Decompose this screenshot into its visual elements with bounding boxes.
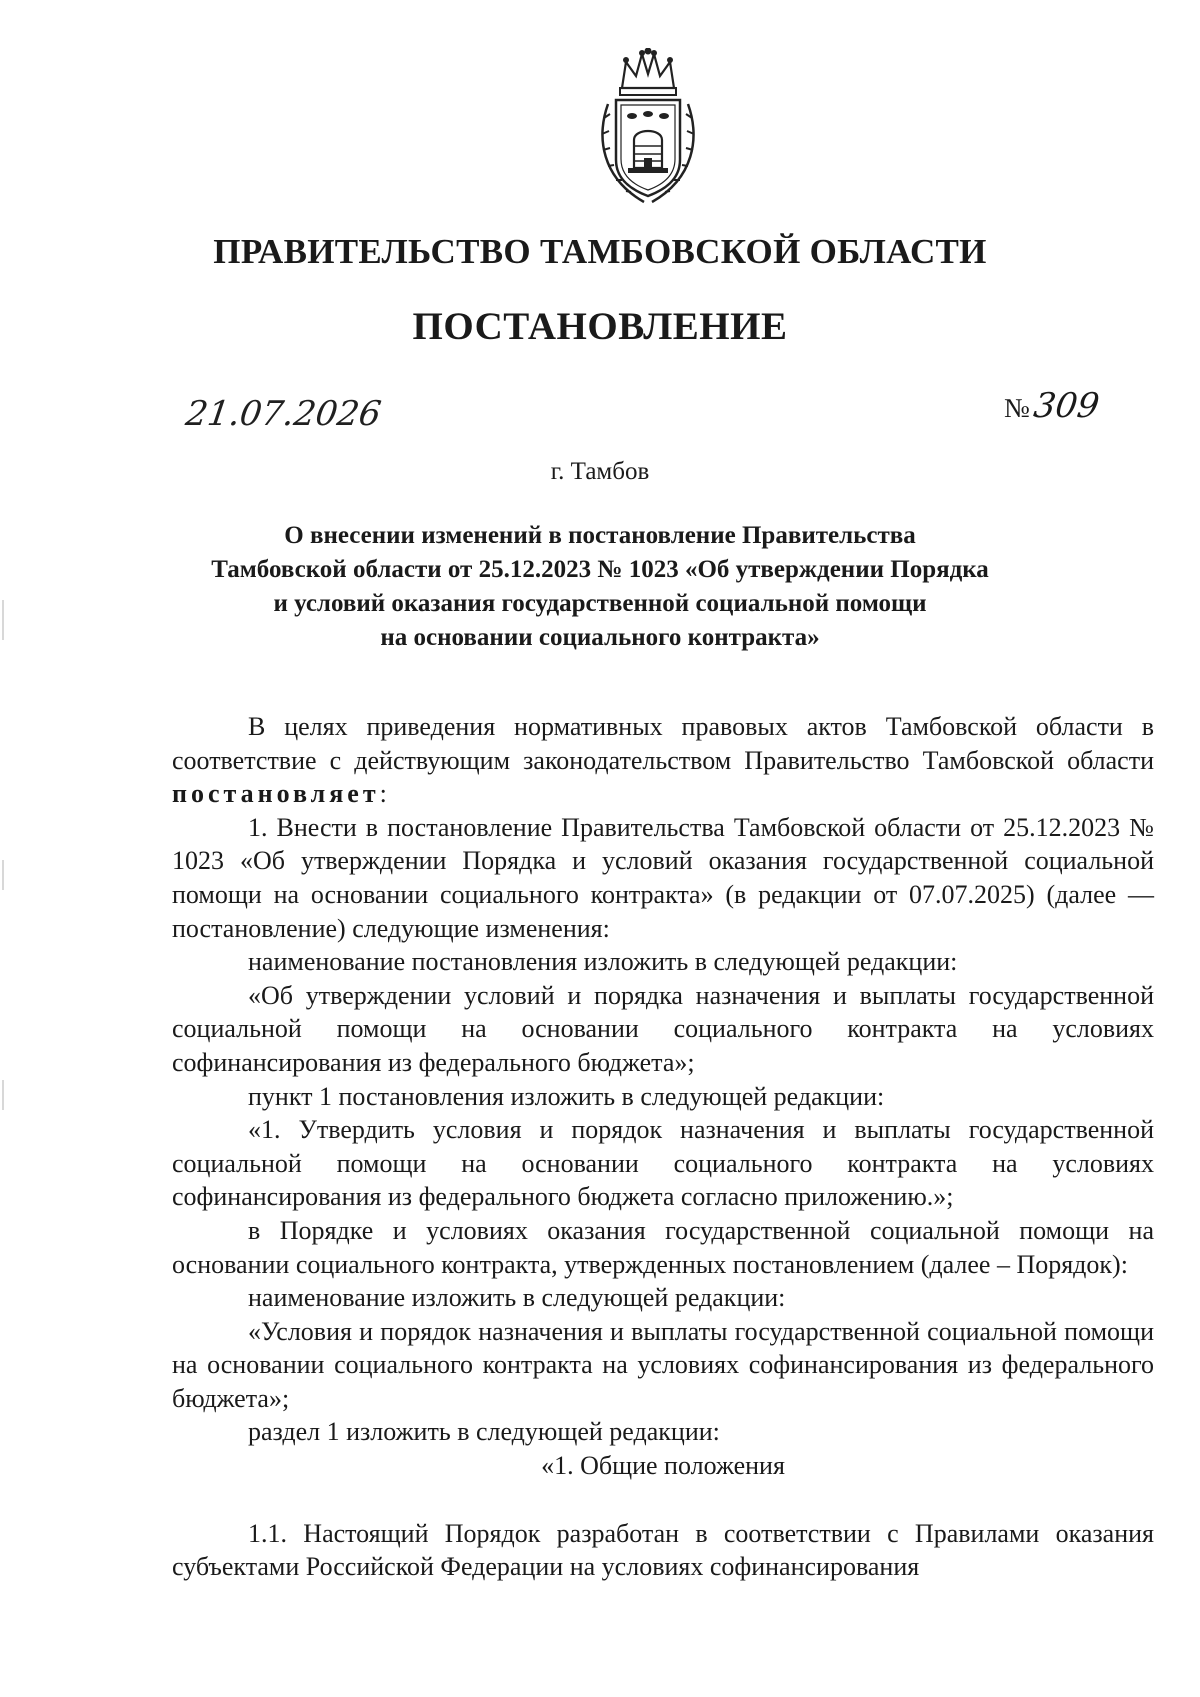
scan-edge-mark	[2, 1080, 4, 1110]
document-date: 21.07.2026	[183, 394, 384, 434]
coat-of-arms-icon	[594, 48, 702, 208]
paragraph: «Условия и порядок назначения и выплаты государственной социальной помощи на основании социального контракта на условиях софинансирования из федерального бюджета»;	[172, 1316, 1154, 1413]
document-subject	[170, 519, 1030, 655]
paragraph-end: :	[379, 779, 387, 809]
paragraph: «1. Утвердить условия и порядок назначения и выплаты государственной социальной помощи на основании социального контракта на условиях софинансирования из федерального бюджета согласно приложению.»;	[172, 1115, 1154, 1212]
section-title: «1. Общие положения	[541, 1451, 785, 1481]
city: г. Тамбов	[550, 458, 650, 485]
scan-edge-mark	[2, 600, 4, 640]
paragraph: раздел 1 изложить в следующей редакции:	[248, 1417, 720, 1447]
number-value: 309	[1030, 386, 1102, 426]
paragraph-text: В целях приведения нормативных правовых актов Тамбовской области в соответствие с действующим законодательством Правительство Тамбовской области	[172, 712, 1154, 775]
subject-line: на основании социального контракта»	[380, 624, 820, 651]
document-number	[1004, 386, 1102, 426]
scan-edge-mark	[2, 860, 4, 890]
paragraph: наименование изложить в следующей редакции:	[248, 1283, 786, 1313]
subject-line: Тамбовской области от 25.12.2023 № 1023 «Об утверждении Порядка	[211, 556, 989, 583]
paragraph: 1.1. Настоящий Порядок разработан в соответствии с Правилами оказания субъектами Российской Федерации на условиях софинансирования	[172, 1518, 1154, 1582]
number-label: №	[1004, 393, 1030, 423]
subject-line: О внесении изменений в постановление Правительства	[284, 522, 916, 549]
paragraph: 1. Внести в постановление Правительства Тамбовской области от 25.12.2023 № 1023 «Об утверждении Порядка и условий оказания государственной социальной помощи на основании социального контракта» (в редакции от 07.07.2025) (далее — постановление) следующие изменения:	[172, 812, 1154, 943]
paragraph	[172, 710, 1154, 811]
document-body	[172, 710, 1154, 1584]
government-title: ПРАВИТЕЛЬСТВО ТАМБОВСКОЙ ОБЛАСТИ	[213, 232, 987, 271]
document-type: ПОСТАНОВЛЕНИЕ	[412, 305, 788, 348]
spacer	[172, 1483, 1154, 1517]
paragraph: в Порядке и условиях оказания государственной социальной помощи на основании социального контракта, утвержденных постановлением (далее – Порядок):	[172, 1215, 1154, 1279]
paragraph: наименование постановления изложить в следующей редакции:	[248, 947, 958, 977]
paragraph: «Об утверждении условий и порядка назначения и выплаты государственной социальной помощи на основании социального контракта на условиях софинансирования из федерального бюджета»;	[172, 980, 1154, 1077]
decree-word: постановляет	[172, 779, 380, 809]
paragraph: пункт 1 постановления изложить в следующей редакции:	[248, 1081, 885, 1111]
subject-line: и условий оказания государственной социальной помощи	[273, 590, 927, 617]
